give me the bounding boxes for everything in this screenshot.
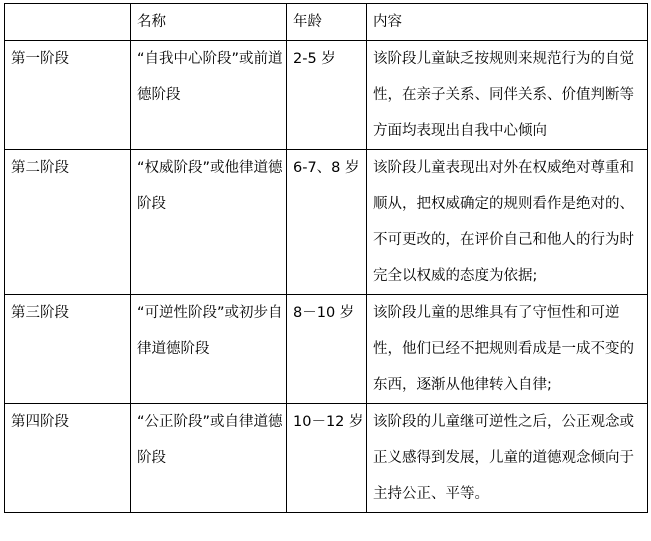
name-cell: “权威阶段”或他律道德阶段 bbox=[131, 150, 287, 295]
age-cell: 2-5 岁 bbox=[287, 41, 367, 150]
content-cell: 该阶段儿童缺乏按规则来规范行为的自觉性，在亲子关系、同伴关系、价值判断等方面均表现出自我中心倾向 bbox=[367, 41, 648, 150]
header-content: 内容 bbox=[367, 4, 648, 41]
table-row bbox=[5, 404, 648, 513]
stage-cell: 第四阶段 bbox=[5, 404, 131, 513]
header-stage bbox=[5, 4, 131, 41]
header-name: 名称 bbox=[131, 4, 287, 41]
table-row bbox=[5, 295, 648, 404]
content-cell: 该阶段儿童表现出对外在权威绝对尊重和顺从，把权威确定的规则看作是绝对的、不可更改的，在评价自己和他人的行为时完全以权威的态度为依据; bbox=[367, 150, 648, 295]
name-cell: “公正阶段”或自律道德阶段 bbox=[131, 404, 287, 513]
stage-cell: 第二阶段 bbox=[5, 150, 131, 295]
table-row bbox=[5, 150, 648, 295]
header-row bbox=[5, 4, 648, 41]
stage-cell: 第三阶段 bbox=[5, 295, 131, 404]
age-cell: 6-7、8 岁 bbox=[287, 150, 367, 295]
age-cell: 10－12 岁 bbox=[287, 404, 367, 513]
content-cell: 该阶段的儿童继可逆性之后，公正观念或正义感得到发展，儿童的道德观念倾向于主持公正、平等。 bbox=[367, 404, 648, 513]
age-cell: 8－10 岁 bbox=[287, 295, 367, 404]
name-cell: “自我中心阶段”或前道德阶段 bbox=[131, 41, 287, 150]
content-cell: 该阶段儿童的思维具有了守恒性和可逆性，他们已经不把规则看成是一成不变的东西，逐渐从他律转入自律; bbox=[367, 295, 648, 404]
header-age: 年龄 bbox=[287, 4, 367, 41]
table-row bbox=[5, 41, 648, 150]
stage-cell: 第一阶段 bbox=[5, 41, 131, 150]
stages-table bbox=[4, 3, 648, 513]
name-cell: “可逆性阶段”或初步自律道德阶段 bbox=[131, 295, 287, 404]
